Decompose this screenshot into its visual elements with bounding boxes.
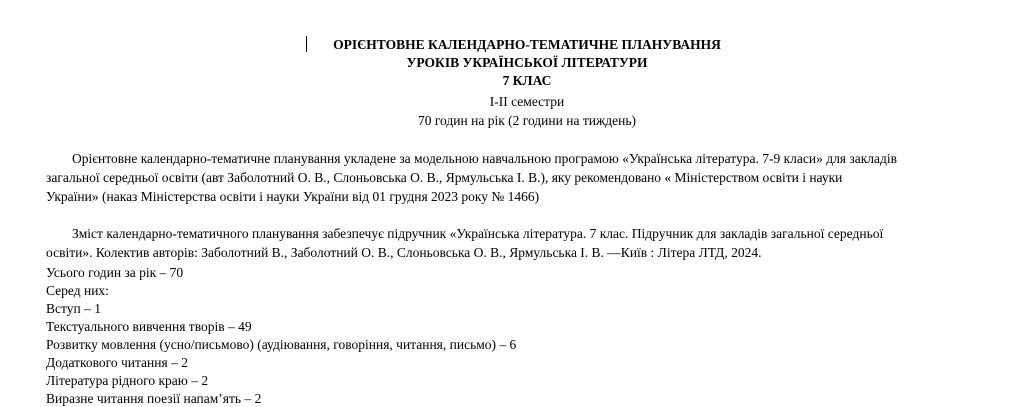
summary-line: Серед них: <box>46 283 109 298</box>
semesters-line: І-ІІ семестри <box>489 94 565 109</box>
title-line-1: ОРІЄНТОВНЕ КАЛЕНДАРНО-ТЕМАТИЧНЕ ПЛАНУВАННЯ <box>333 37 721 52</box>
title-line-2: УРОКІВ УКРАЇНСЬКОЇ ЛІТЕРАТУРИ <box>406 55 648 70</box>
summary-line: Розвитку мовлення (усно/письмово) (аудіювання, говоріння, читання, письмо) – 6 <box>46 337 517 352</box>
summary-line: Текстуального вивчення творів – 49 <box>46 319 252 334</box>
hours-line: 70 годин на рік (2 години на тиждень) <box>417 113 637 128</box>
paragraph-1-line-2: загальної середньої освіти (авт Заболотний О. В., Слоньовська О. В., Ярмульська І. В.), яку рекомендовано « Міністерством освіти і науки <box>46 170 843 185</box>
summary-line: Література рідного краю – 2 <box>46 373 209 388</box>
paragraph-2-line-2: освіти». Колектив авторів: Заболотний В., Заболотний О. В., Слоньовська О. В., Ярмульська І. В. —Київ : Літера ЛТД, 2024. <box>46 245 762 260</box>
grade-heading: 7 КЛАС <box>502 73 552 88</box>
paragraph-1-line-1: Орієнтовне календарно-тематичне планування укладене за модельною навчальною програмою «Українська література. 7-9 класи» для закладів <box>72 151 897 166</box>
summary-line: Додаткового читання – 2 <box>46 355 188 370</box>
summary-line: Вступ – 1 <box>46 301 101 316</box>
summary-line: Усього годин за рік – 70 <box>46 265 184 280</box>
paragraph-1-line-3: України» (наказ Міністерства освіти і науки України від 01 грудня 2023 року № 1466) <box>46 189 540 204</box>
paragraph-2-line-1: Зміст календарно-тематичного планування забезпечує підручник «Українська література. 7 клас. Підручник для закладів загальної середньої <box>72 226 884 241</box>
summary-line: Виразне читання поезії напам’ять – 2 <box>46 391 262 406</box>
